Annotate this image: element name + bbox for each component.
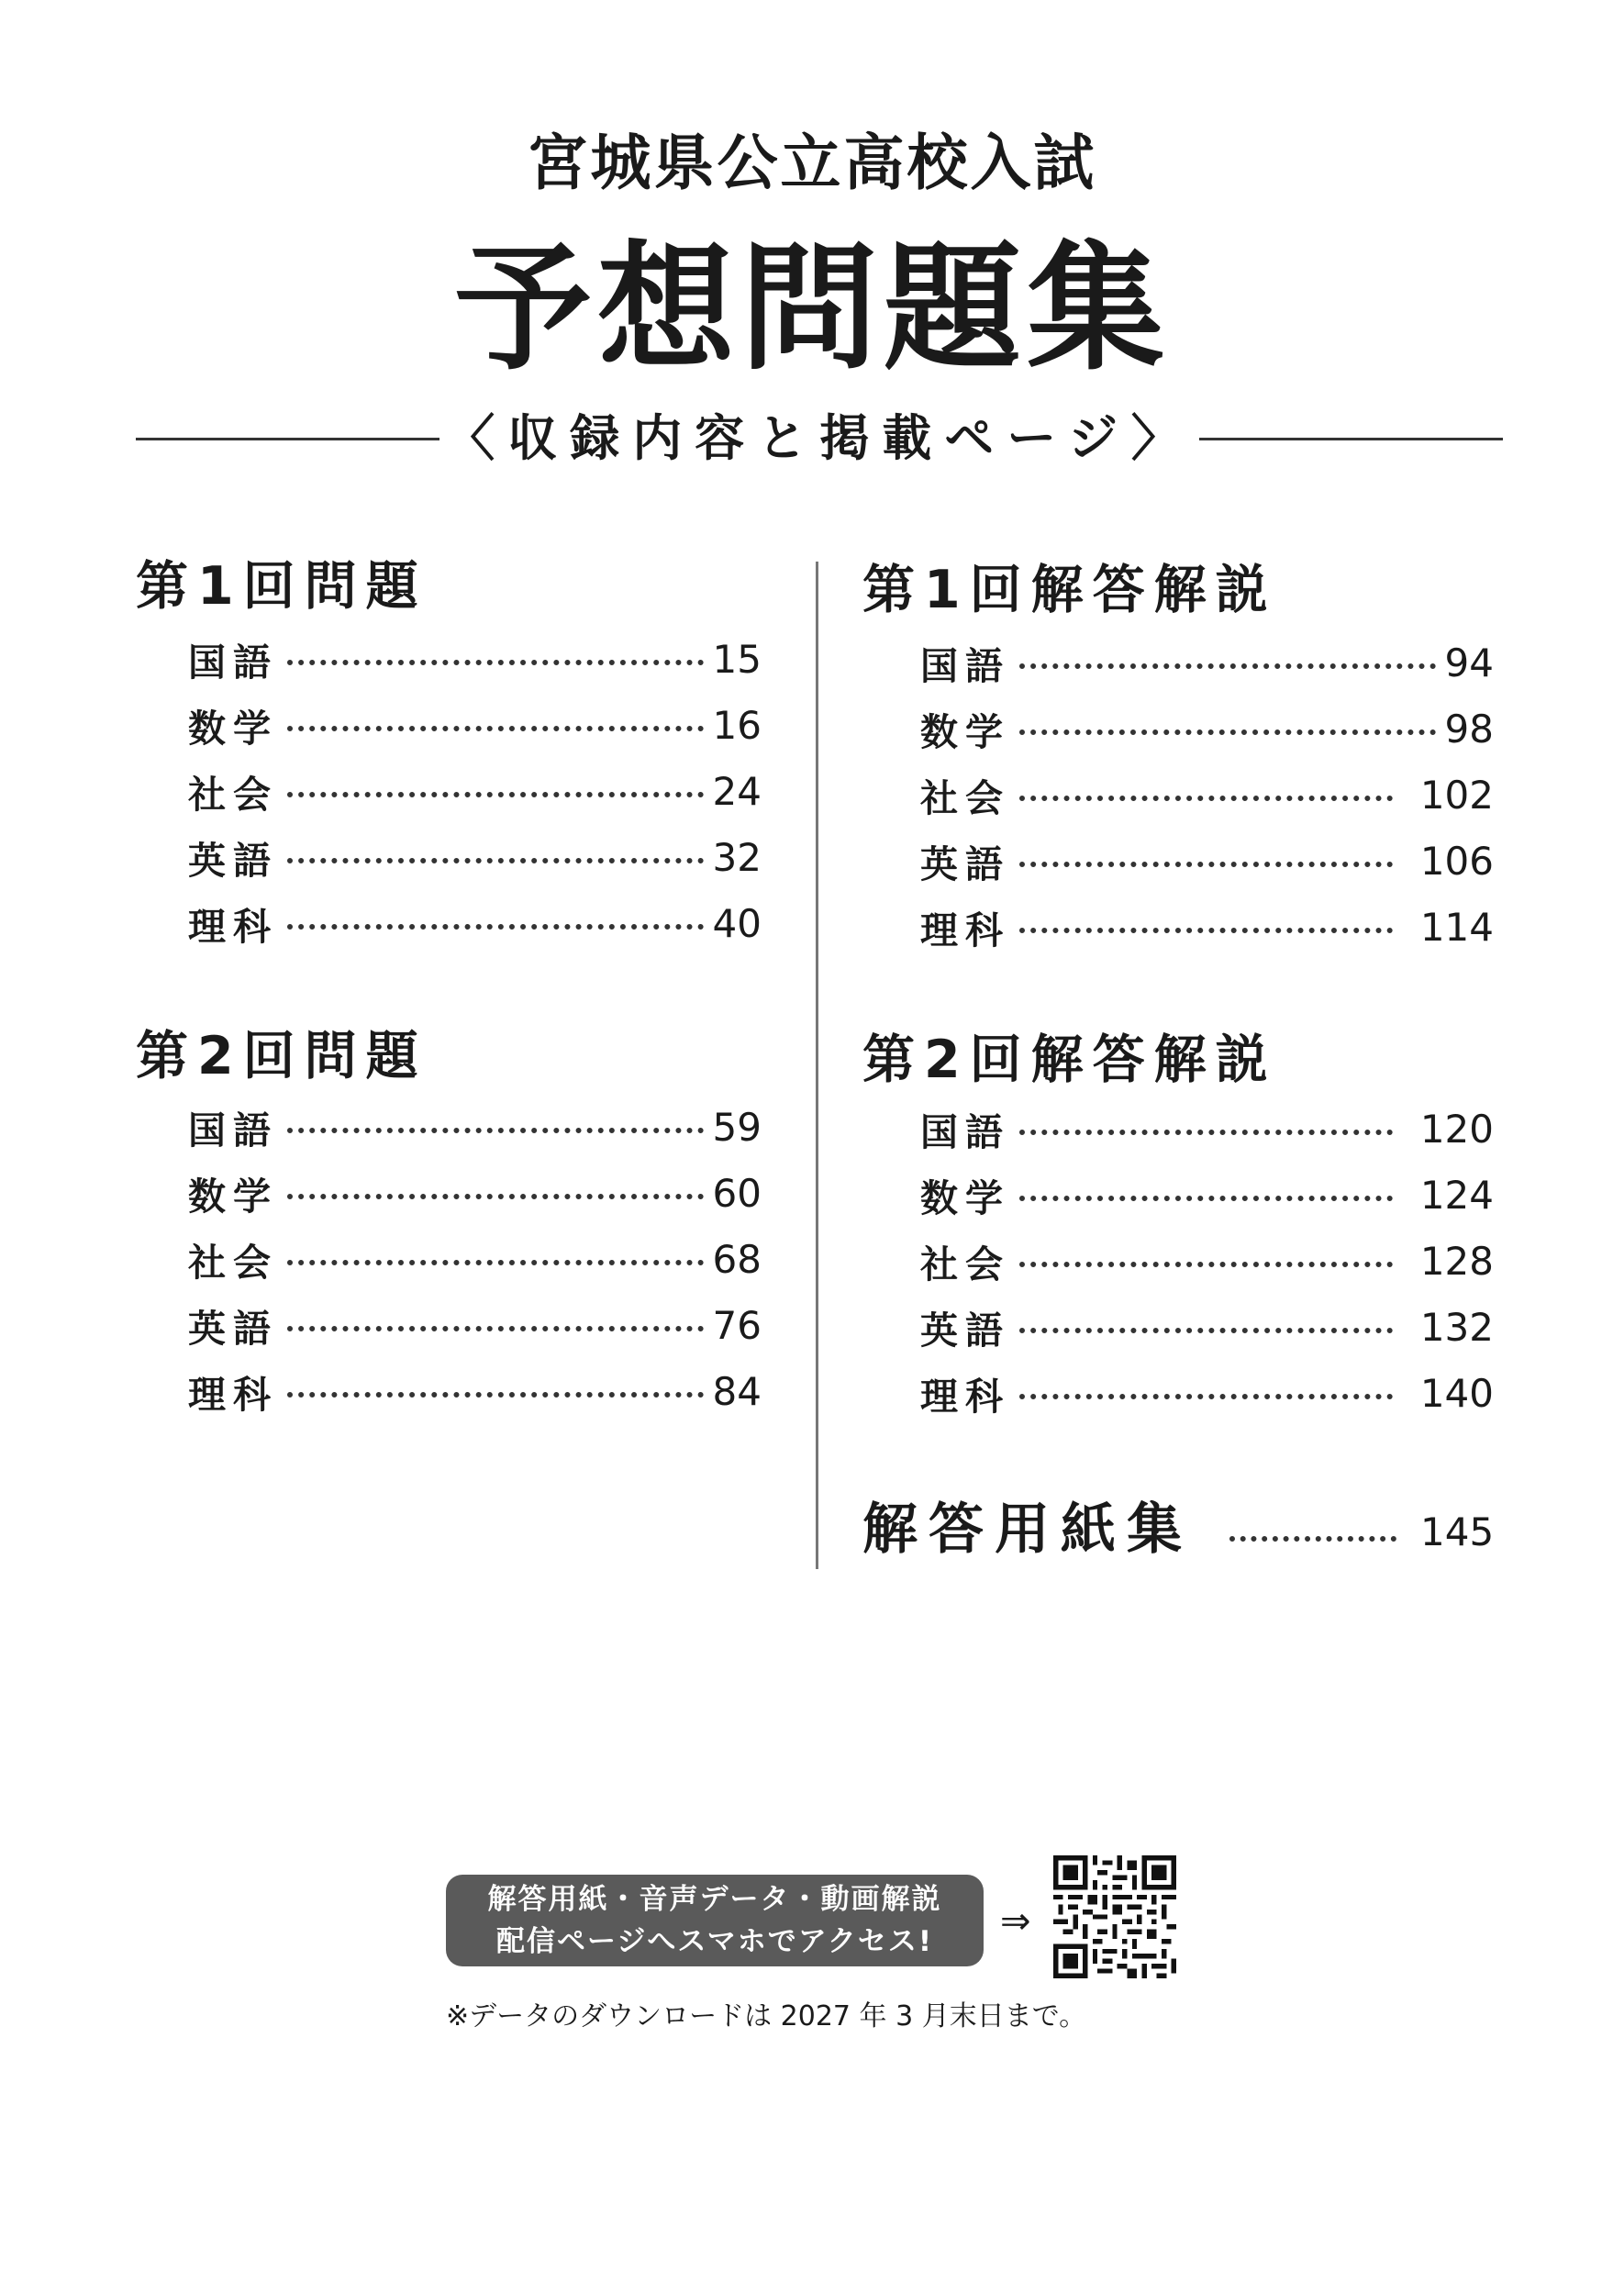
toc-subject: 英語 [920, 1308, 1010, 1353]
dot-leader [1019, 1262, 1393, 1267]
left-rule [136, 438, 439, 440]
toc-page: 114 [1419, 904, 1494, 950]
toc-page: 145 [1420, 1509, 1495, 1554]
toc-row[interactable] [920, 1233, 1494, 1288]
toc-list-round1-answers [920, 635, 1494, 954]
toc-page: 15 [712, 636, 762, 682]
toc-subject: 数学 [188, 1174, 278, 1219]
toc-subject: 理科 [920, 1374, 1010, 1419]
section-title-round2-problems: 第2回問題 [136, 1026, 428, 1086]
toc-page: 60 [712, 1170, 762, 1216]
toc-subject: 社会 [920, 775, 1010, 820]
dot-leader [1019, 862, 1393, 867]
dot-leader [1019, 663, 1436, 669]
main-title: 予想問題集 [453, 229, 1170, 389]
toc-page: 76 [712, 1302, 762, 1348]
toc-row[interactable] [920, 635, 1494, 690]
toc-list-round1-problems [188, 631, 762, 951]
toc-page: 40 [712, 900, 762, 946]
section-title-round2-answers: 第2回解答解説 [862, 1030, 1277, 1090]
toc-row[interactable] [188, 1099, 762, 1154]
toc-row[interactable] [188, 1165, 762, 1220]
toc-page: 68 [712, 1236, 762, 1282]
dot-leader [287, 924, 704, 930]
toc-page: 98 [1444, 706, 1494, 752]
toc-subject: 社会 [188, 772, 278, 817]
dot-leader [1019, 928, 1393, 933]
dot-leader [287, 660, 704, 665]
access-banner[interactable] [446, 1875, 984, 1966]
dot-leader [287, 1128, 704, 1133]
dot-leader [1019, 1196, 1393, 1201]
dot-leader [287, 1392, 704, 1398]
toc-row[interactable] [188, 896, 762, 951]
toc-subject: 理科 [188, 1372, 278, 1417]
toc-row[interactable] [920, 1167, 1494, 1222]
toc-row[interactable] [920, 767, 1494, 822]
dot-leader [1229, 1536, 1396, 1542]
qr-code-icon[interactable] [1053, 1855, 1176, 1978]
arrow-icon: ⇒ [1000, 1900, 1031, 1943]
toc-page: 16 [712, 702, 762, 748]
toc-row[interactable] [920, 1365, 1494, 1420]
toc-row[interactable] [188, 1364, 762, 1419]
column-divider [816, 562, 818, 1569]
toc-page: 106 [1419, 838, 1494, 884]
banner-line-2: 配信ページへスマホでアクセス! [496, 1925, 933, 1958]
section-title-round1-problems: 第1回問題 [136, 556, 428, 617]
right-rule [1199, 438, 1503, 440]
toc-row[interactable] [920, 833, 1494, 888]
toc-row[interactable] [188, 631, 762, 686]
subtitle: 〈収録内容と掲載ページ〉 [445, 409, 1194, 467]
toc-page: 94 [1444, 640, 1494, 685]
toc-subject: 社会 [188, 1240, 278, 1285]
toc-subject: 国語 [188, 1108, 278, 1153]
toc-page: 120 [1419, 1106, 1494, 1152]
toc-page: 32 [712, 834, 762, 880]
dot-leader [287, 1326, 704, 1331]
toc-subject: 理科 [188, 904, 278, 949]
toc-row[interactable] [920, 1101, 1494, 1156]
toc-row[interactable] [920, 701, 1494, 756]
subtitle-row [136, 411, 1503, 466]
dot-leader [1019, 1394, 1393, 1399]
toc-page: 102 [1419, 772, 1494, 818]
dot-leader [287, 1194, 704, 1199]
toc-subject: 数学 [920, 1175, 1010, 1220]
toc-page: 59 [712, 1104, 762, 1150]
toc-page: 24 [712, 768, 762, 814]
toc-subject: 理科 [920, 908, 1010, 952]
toc-row[interactable] [188, 763, 762, 818]
toc-subject: 英語 [188, 838, 278, 883]
toc-page: 140 [1419, 1370, 1494, 1416]
dot-leader [1019, 729, 1436, 735]
toc-subject: 数学 [188, 706, 278, 751]
section-title-answer-sheets[interactable]: 解答用紙集 [862, 1498, 1193, 1562]
toc-subject: 数学 [920, 709, 1010, 754]
toc-row[interactable] [920, 1299, 1494, 1354]
dot-leader [287, 726, 704, 731]
section-title-round1-answers: 第1回解答解説 [862, 560, 1277, 620]
toc-subject: 国語 [920, 1109, 1010, 1154]
toc-row[interactable] [188, 697, 762, 752]
toc-subject: 英語 [920, 841, 1010, 886]
dot-leader [287, 858, 704, 863]
dot-leader [1019, 796, 1393, 801]
dot-leader [287, 792, 704, 797]
banner-line-1: 解答用紙・音声データ・動画解説 [487, 1883, 942, 1916]
toc-list-round2-answers [920, 1101, 1494, 1420]
toc-row[interactable] [920, 899, 1494, 954]
toc-row[interactable] [188, 1231, 762, 1286]
dot-leader [287, 1260, 704, 1265]
dot-leader [1019, 1130, 1393, 1135]
toc-page: 128 [1419, 1238, 1494, 1284]
dot-leader [1019, 1328, 1393, 1333]
toc-subject: 国語 [188, 640, 278, 685]
toc-subject: 国語 [920, 643, 1010, 688]
toc-subject: 社会 [920, 1242, 1010, 1286]
toc-row[interactable] [188, 1297, 762, 1353]
toc-page: 132 [1419, 1304, 1494, 1350]
toc-page: 84 [712, 1368, 762, 1414]
download-note: ※データのダウンロードは 2027 年 3 月末日まで。 [446, 2000, 1087, 2032]
toc-page: 124 [1419, 1172, 1494, 1218]
top-title: 宮城県公立高校入試 [527, 128, 1097, 198]
toc-subject: 英語 [188, 1306, 278, 1351]
toc-list-round2-problems [188, 1099, 762, 1419]
toc-row[interactable] [188, 830, 762, 885]
